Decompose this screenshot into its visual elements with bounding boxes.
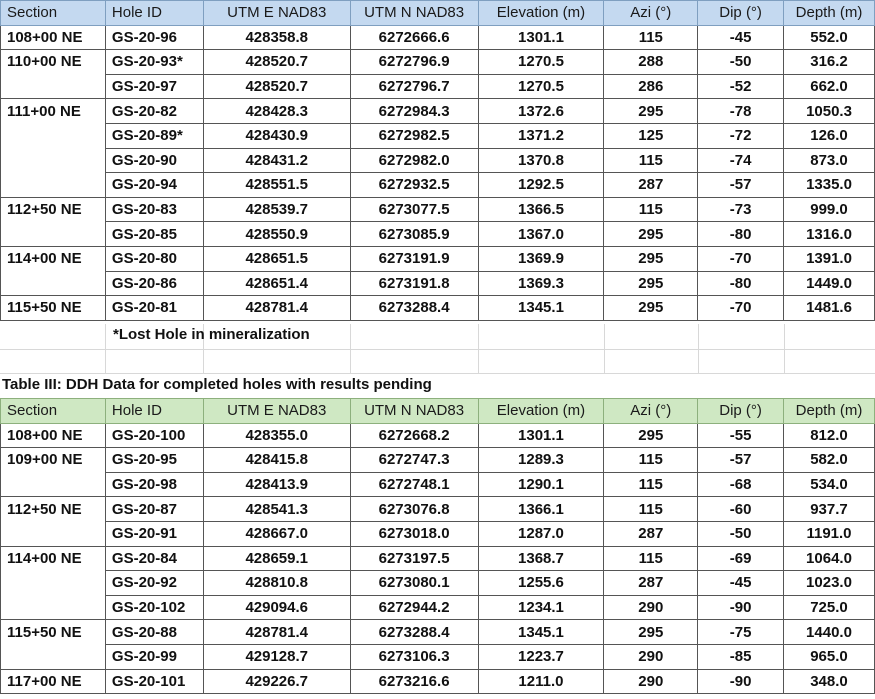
cell-utm-e: 428539.7 [203,197,350,222]
table-row [1,246,875,271]
header-elevation: Elevation (m) [478,1,604,26]
cell-depth: 1316.0 [784,222,875,247]
cell-dip: -70 [698,246,784,271]
cell-elevation: 1301.1 [478,25,604,50]
header-dip: Dip (°) [698,399,784,424]
table-row [1,497,875,522]
table-row [1,271,875,296]
header-section: Section [1,399,106,424]
cell-utm-n: 6272668.2 [350,423,478,448]
cell-utm-e: 428428.3 [203,99,350,124]
drill-hole-table-completed [0,0,875,321]
cell-utm-e: 428358.8 [203,25,350,50]
cell-utm-e: 428651.5 [203,246,350,271]
cell-azimuth: 115 [604,148,698,173]
header-utm-e: UTM E NAD83 [203,399,350,424]
cell-section: 114+00 NE [1,546,106,571]
cell-utm-n: 6273085.9 [350,222,478,247]
table-row [1,595,875,620]
cell-elevation: 1369.9 [478,246,604,271]
cell-depth: 126.0 [784,123,875,148]
cell-azimuth: 287 [604,571,698,596]
cell-elevation: 1289.3 [478,448,604,473]
cell-elevation: 1292.5 [478,173,604,198]
cell-elevation: 1287.0 [478,521,604,546]
cell-azimuth: 290 [604,644,698,669]
cell-azimuth: 287 [604,521,698,546]
header-depth: Depth (m) [784,1,875,26]
header-section: Section [1,1,106,26]
cell-section [1,148,106,173]
cell-dip: -73 [698,197,784,222]
cell-dip: -80 [698,222,784,247]
cell-azimuth: 115 [604,497,698,522]
cell-depth: 965.0 [784,644,875,669]
cell-azimuth: 125 [604,123,698,148]
cell-elevation: 1371.2 [478,123,604,148]
cell-utm-n: 6272748.1 [350,472,478,497]
cell-hole-id: GS-20-94 [105,173,203,198]
cell-utm-e: 428810.8 [203,571,350,596]
cell-hole-id: GS-20-87 [105,497,203,522]
cell-utm-n: 6273080.1 [350,571,478,596]
cell-utm-n: 6273216.6 [350,669,478,694]
table-row [1,74,875,99]
table-row [1,423,875,448]
cell-utm-n: 6273191.8 [350,271,478,296]
cell-hole-id: GS-20-97 [105,74,203,99]
cell-dip: -57 [698,448,784,473]
cell-utm-n: 6273106.3 [350,644,478,669]
cell-dip: -74 [698,148,784,173]
cell-dip: -55 [698,423,784,448]
cell-azimuth: 287 [604,173,698,198]
cell-section: 115+50 NE [1,296,106,321]
cell-utm-e: 428781.4 [203,296,350,321]
cell-azimuth: 115 [604,197,698,222]
cell-utm-e: 428667.0 [203,521,350,546]
cell-depth: 725.0 [784,595,875,620]
cell-depth: 1023.0 [784,571,875,596]
cell-utm-e: 428541.3 [203,497,350,522]
cell-utm-e: 428520.7 [203,50,350,75]
header-utm-e: UTM E NAD83 [203,1,350,26]
cell-section: 109+00 NE [1,448,106,473]
cell-azimuth: 115 [604,472,698,497]
table-header-row [1,1,875,26]
cell-dip: -68 [698,472,784,497]
cell-hole-id: GS-20-100 [105,423,203,448]
lost-hole-note: *Lost Hole in mineralization [113,326,310,343]
table-row [1,571,875,596]
cell-depth: 662.0 [784,74,875,99]
cell-section [1,595,106,620]
cell-hole-id: GS-20-80 [105,246,203,271]
table-row [1,296,875,321]
cell-utm-n: 6272982.5 [350,123,478,148]
header-azimuth: Azi (°) [604,1,698,26]
cell-dip: -50 [698,521,784,546]
cell-utm-n: 6273018.0 [350,521,478,546]
cell-elevation: 1234.1 [478,595,604,620]
table-row [1,546,875,571]
cell-hole-id: GS-20-84 [105,546,203,571]
table-row [1,197,875,222]
cell-dip: -90 [698,595,784,620]
cell-depth: 348.0 [784,669,875,694]
cell-azimuth: 288 [604,50,698,75]
cell-utm-n: 6272944.2 [350,595,478,620]
cell-dip: -45 [698,25,784,50]
cell-section [1,472,106,497]
cell-elevation: 1366.5 [478,197,604,222]
cell-depth: 937.7 [784,497,875,522]
table-row [1,222,875,247]
cell-hole-id: GS-20-93* [105,50,203,75]
cell-utm-n: 6272982.0 [350,148,478,173]
cell-azimuth: 290 [604,595,698,620]
cell-elevation: 1368.7 [478,546,604,571]
cell-depth: 582.0 [784,448,875,473]
cell-depth: 552.0 [784,25,875,50]
cell-section [1,173,106,198]
table-row [1,99,875,124]
table-row [1,123,875,148]
cell-hole-id: GS-20-99 [105,644,203,669]
cell-utm-n: 6273191.9 [350,246,478,271]
cell-section [1,271,106,296]
cell-section [1,222,106,247]
cell-depth: 1050.3 [784,99,875,124]
cell-hole-id: GS-20-86 [105,271,203,296]
cell-azimuth: 290 [604,669,698,694]
cell-hole-id: GS-20-95 [105,448,203,473]
cell-azimuth: 115 [604,448,698,473]
cell-azimuth: 295 [604,246,698,271]
cell-elevation: 1290.1 [478,472,604,497]
cell-dip: -85 [698,644,784,669]
cell-azimuth: 295 [604,620,698,645]
cell-dip: -60 [698,497,784,522]
cell-section [1,123,106,148]
cell-section: 112+50 NE [1,497,106,522]
table-row [1,448,875,473]
cell-utm-e: 428355.0 [203,423,350,448]
gridline [0,373,875,374]
table-row [1,669,875,694]
cell-elevation: 1255.6 [478,571,604,596]
cell-utm-n: 6273197.5 [350,546,478,571]
gridline [0,349,875,350]
cell-hole-id: GS-20-81 [105,296,203,321]
cell-utm-e: 428430.9 [203,123,350,148]
table-row [1,25,875,50]
cell-dip: -50 [698,50,784,75]
cell-azimuth: 295 [604,423,698,448]
cell-utm-e: 428415.8 [203,448,350,473]
table-title: Table III: DDH Data for completed holes with results pending [2,376,432,393]
table-row [1,50,875,75]
cell-section [1,571,106,596]
cell-elevation: 1345.1 [478,620,604,645]
cell-hole-id: GS-20-83 [105,197,203,222]
cell-utm-e: 428520.7 [203,74,350,99]
drill-hole-table-pending [0,398,875,694]
cell-dip: -70 [698,296,784,321]
table-row [1,173,875,198]
cell-dip: -57 [698,173,784,198]
cell-elevation: 1211.0 [478,669,604,694]
cell-depth: 1481.6 [784,296,875,321]
table-row [1,620,875,645]
cell-hole-id: GS-20-91 [105,521,203,546]
table-row [1,521,875,546]
cell-azimuth: 115 [604,546,698,571]
cell-section: 117+00 NE [1,669,106,694]
cell-dip: -52 [698,74,784,99]
cell-section [1,521,106,546]
cell-utm-n: 6272796.7 [350,74,478,99]
cell-utm-n: 6273077.5 [350,197,478,222]
cell-utm-n: 6272984.3 [350,99,478,124]
cell-utm-e: 428781.4 [203,620,350,645]
header-hole-id: Hole ID [105,399,203,424]
cell-dip: -78 [698,99,784,124]
header-hole-id: Hole ID [105,1,203,26]
cell-section [1,74,106,99]
cell-depth: 1391.0 [784,246,875,271]
cell-utm-e: 428550.9 [203,222,350,247]
cell-hole-id: GS-20-98 [105,472,203,497]
cell-section: 114+00 NE [1,246,106,271]
table-body [1,423,875,694]
header-azimuth: Azi (°) [604,399,698,424]
cell-utm-n: 6272747.3 [350,448,478,473]
cell-depth: 812.0 [784,423,875,448]
cell-utm-e: 428431.2 [203,148,350,173]
header-utm-n: UTM N NAD83 [350,399,478,424]
cell-depth: 1191.0 [784,521,875,546]
cell-elevation: 1223.7 [478,644,604,669]
cell-depth: 999.0 [784,197,875,222]
cell-hole-id: GS-20-101 [105,669,203,694]
header-dip: Dip (°) [698,1,784,26]
cell-elevation: 1369.3 [478,271,604,296]
cell-hole-id: GS-20-96 [105,25,203,50]
cell-hole-id: GS-20-88 [105,620,203,645]
cell-utm-e: 428659.1 [203,546,350,571]
header-elevation: Elevation (m) [478,399,604,424]
cell-elevation: 1366.1 [478,497,604,522]
cell-utm-n: 6272932.5 [350,173,478,198]
cell-hole-id: GS-20-82 [105,99,203,124]
cell-elevation: 1370.8 [478,148,604,173]
cell-section: 115+50 NE [1,620,106,645]
cell-azimuth: 295 [604,271,698,296]
cell-utm-e: 429226.7 [203,669,350,694]
cell-utm-n: 6273288.4 [350,296,478,321]
cell-section [1,644,106,669]
cell-azimuth: 286 [604,74,698,99]
cell-hole-id: GS-20-89* [105,123,203,148]
cell-utm-e: 428413.9 [203,472,350,497]
header-utm-n: UTM N NAD83 [350,1,478,26]
cell-azimuth: 115 [604,25,698,50]
cell-utm-e: 428551.5 [203,173,350,198]
table-body [1,25,875,320]
cell-utm-n: 6272666.6 [350,25,478,50]
cell-elevation: 1301.1 [478,423,604,448]
cell-azimuth: 295 [604,296,698,321]
cell-depth: 316.2 [784,50,875,75]
cell-depth: 1449.0 [784,271,875,296]
cell-utm-e: 428651.4 [203,271,350,296]
cell-section: 108+00 NE [1,423,106,448]
cell-depth: 1064.0 [784,546,875,571]
cell-utm-e: 429128.7 [203,644,350,669]
cell-dip: -90 [698,669,784,694]
table-row [1,644,875,669]
table-header-row [1,399,875,424]
cell-section: 110+00 NE [1,50,106,75]
cell-depth: 534.0 [784,472,875,497]
header-depth: Depth (m) [784,399,875,424]
cell-azimuth: 295 [604,99,698,124]
cell-elevation: 1345.1 [478,296,604,321]
cell-dip: -75 [698,620,784,645]
cell-elevation: 1372.6 [478,99,604,124]
cell-dip: -69 [698,546,784,571]
cell-section: 111+00 NE [1,99,106,124]
cell-depth: 873.0 [784,148,875,173]
cell-section: 108+00 NE [1,25,106,50]
cell-dip: -80 [698,271,784,296]
cell-hole-id: GS-20-92 [105,571,203,596]
cell-section: 112+50 NE [1,197,106,222]
cell-elevation: 1270.5 [478,74,604,99]
cell-depth: 1335.0 [784,173,875,198]
cell-hole-id: GS-20-102 [105,595,203,620]
cell-hole-id: GS-20-85 [105,222,203,247]
cell-elevation: 1367.0 [478,222,604,247]
cell-utm-e: 429094.6 [203,595,350,620]
cell-utm-n: 6272796.9 [350,50,478,75]
cell-utm-n: 6273288.4 [350,620,478,645]
cell-utm-n: 6273076.8 [350,497,478,522]
cell-hole-id: GS-20-90 [105,148,203,173]
table-row [1,148,875,173]
cell-azimuth: 295 [604,222,698,247]
cell-elevation: 1270.5 [478,50,604,75]
cell-depth: 1440.0 [784,620,875,645]
cell-dip: -72 [698,123,784,148]
cell-dip: -45 [698,571,784,596]
table-row [1,472,875,497]
